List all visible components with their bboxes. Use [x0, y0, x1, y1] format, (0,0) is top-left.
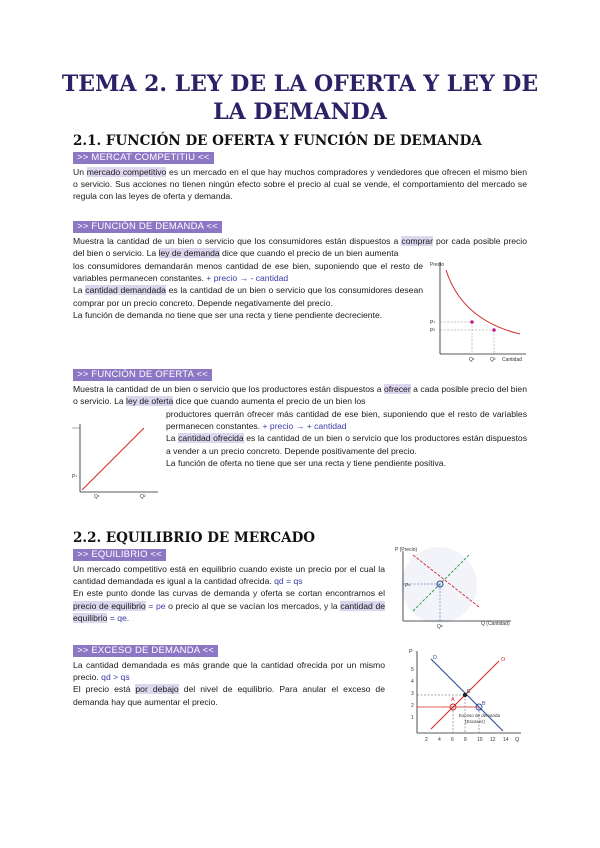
text: dice que cuando el precio de un bien aumenta — [219, 248, 399, 259]
text: La función de oferta no tiene que ser una recta y tiene pendiente positiva. — [166, 457, 446, 468]
highlight-ley-demanda: ley de demanda — [158, 248, 220, 259]
paragraph-oferta-intro — [73, 383, 527, 407]
text: a cada posible precio del bien o servicio. La — [73, 384, 527, 407]
demand-x-label: Cantidad — [502, 357, 523, 362]
paragraph-mercado-competitivo — [73, 166, 527, 203]
demand-point-2 — [492, 328, 496, 332]
banner-funcion-oferta: >> FUNCIÓN DE OFERTA << — [73, 369, 212, 381]
text: . — [126, 612, 130, 623]
demand-q1-label: Q¹ — [469, 357, 475, 362]
excess-y-tick-label: 2 — [411, 703, 414, 709]
paragraph-oferta-body — [166, 408, 527, 469]
equilibrium-graph — [393, 545, 528, 630]
text: o precio al que se vacían los mercados, y la — [165, 600, 341, 611]
rule-oferta: + precio → + cantidad — [260, 421, 347, 432]
equilibrium-qe-label: Qᵉ — [437, 624, 443, 630]
highlight-precio-equilibrio: precio de equilibrio — [73, 600, 146, 611]
excess-e-label: E — [467, 689, 471, 695]
rule-pe: = pe — [145, 600, 166, 611]
highlight-cantidad-demandada: cantidad demandada — [85, 285, 166, 296]
excess-b-label: B — [482, 701, 486, 707]
text: La función de demanda no tiene que ser una recta y tiene pendiente decreciente. — [73, 309, 383, 320]
title-line-1: TEMA 2. LEY DE LA OFERTA Y LEY DE — [61, 71, 539, 97]
demand-q2-label: Q² — [490, 357, 496, 362]
excess-note-line-1: Exceso de demanda — [459, 713, 501, 718]
excess-demand-graph — [403, 645, 528, 745]
highlight-por-debajo: por debajo — [135, 684, 179, 695]
excess-y-tick-label: 5 — [411, 667, 414, 673]
demand-curve-graph — [428, 258, 528, 362]
excess-x-tick-label: 4 — [438, 737, 441, 743]
equilibrium-y-label: P (Precio) — [395, 547, 418, 553]
demand-curve — [446, 270, 520, 334]
highlight-cantidad-ofrecida: cantidad ofrecida — [178, 433, 244, 444]
text: dice que cuando aumenta el precio de un bien los — [173, 396, 366, 407]
text: productores querrán ofrecer más cantidad de ese bien, suponiendo que el resto de variables permanecen constantes. — [166, 409, 527, 432]
supply-q2-label: Q² — [140, 494, 146, 500]
excess-x-tick-label: 6 — [451, 737, 454, 743]
section-heading-2-1: 2.1. FUNCIÓN DE OFERTA Y FUNCIÓN DE DEMANDA — [73, 133, 482, 149]
text: es la cantidad de un bien o servicio que los productores están dispuestos a vender a un precio concreto. Depende positivamente del precio. — [166, 433, 527, 456]
excess-y-ticks — [411, 667, 414, 721]
equilibrium-x-label: Q (Cantidad) — [481, 621, 510, 627]
text: En este punto donde las curvas de demanda y oferta se cortan encontramos el — [73, 588, 385, 599]
excess-o-label: O — [501, 657, 506, 663]
text: La cantidad demandada es más grande que la cantidad ofrecida por un mismo precio. — [73, 660, 385, 683]
text: Un mercado competitivo está en equilibrio cuando existe un precio por el cual la cantidad demandada es igual a la cantidad ofrecida. — [73, 564, 385, 587]
excess-d-label: D — [433, 655, 437, 661]
excess-y-tick-label: 1 — [411, 715, 414, 721]
highlight-ley-oferta: ley de oferta — [126, 396, 174, 407]
supply-curve — [82, 428, 144, 490]
excess-x-tick-label: 14 — [503, 737, 509, 743]
demand-y-label: Precio — [430, 262, 445, 268]
banner-equilibrio: >> EQUILIBRIO << — [73, 549, 166, 561]
excess-x-tick-label: 10 — [477, 737, 483, 743]
text: Un — [73, 167, 87, 177]
supply-q1-label: Q¹ — [94, 494, 100, 500]
supply-p1-label: P¹ — [72, 474, 77, 480]
text: por cada posible precio del bien o servicio. La — [73, 236, 527, 259]
text: La — [166, 433, 179, 444]
paragraph-exceso-demanda — [73, 659, 385, 708]
excess-note-line-2: (Escasez) — [465, 719, 486, 724]
highlight-cantidad-equilibrio: cantidad de equilibrio — [73, 600, 386, 623]
text: Muestra la cantidad de un bien o servicio que los productores están dispuestos a — [73, 384, 384, 394]
excess-x-tick-label: 2 — [425, 737, 428, 743]
demand-point-1 — [470, 320, 474, 324]
text: es la cantidad de un bien o servicio que los consumidores desean comprar por un precio concreto. Depende negativamente del precio. — [73, 285, 423, 308]
highlight-comprar: comprar — [401, 236, 433, 246]
paragraph-equilibrio — [73, 563, 385, 624]
document-title — [60, 70, 540, 126]
text: El precio está — [73, 684, 136, 695]
paragraph-demanda-intro — [73, 235, 527, 259]
supply-curve-graph — [70, 420, 160, 500]
rule-qd-qs: qd = qs — [271, 576, 303, 587]
excess-p-label: P — [409, 649, 413, 655]
text: los consumidores demandarán menos cantidad de ese bien, suponiendo que el resto de variables permanecen constantes. — [73, 261, 423, 284]
excess-q-label: Q — [515, 737, 520, 743]
excess-x-ticks — [425, 737, 509, 743]
banner-funcion-demanda: >> FUNCIÓN DE DEMANDA << — [73, 221, 222, 233]
banner-exceso-demanda: >> EXCESO DE DEMANDA << — [73, 645, 218, 657]
excess-y-tick-label: 3 — [411, 691, 414, 697]
rule-qe: = qe — [107, 612, 127, 623]
demand-p1-label: P¹ — [430, 320, 435, 326]
excess-x-tick-label: 12 — [490, 737, 496, 743]
rule-demanda: + precio → - cantidad — [203, 273, 289, 284]
section-heading-2-2: 2.2. EQUILIBRIO DE MERCADO — [73, 530, 316, 546]
excess-y-tick-label: 4 — [411, 679, 414, 685]
text: del nivel de equilibrio. Para anular el exceso de demanda hay que aumentar el precio. — [73, 684, 385, 707]
rule-qd-gt-qs: qd > qs — [98, 672, 130, 683]
title-line-2: LA DEMANDA — [213, 99, 387, 125]
highlight-ofrecer: ofrecer — [383, 384, 411, 394]
excess-a-label: A — [451, 697, 455, 703]
text: es un mercado en el que hay muchos compradores y vendedores que ofrecen el mismo bien o servicio. Sus acciones no tienen ningún efecto sobre el precio al cual se vende, el comportamiento del mercado se regula con las leyes de oferta y demanda. — [73, 167, 527, 202]
equilibrium-pe-label: Pᵉ — [405, 583, 411, 589]
excess-x-tick-label: 8 — [464, 737, 467, 743]
highlight-mercado-competitivo: mercado competitivo — [86, 167, 167, 177]
paragraph-demanda-body — [73, 260, 423, 321]
banner-mercat-competitiu: >> MERCAT COMPETITIU << — [73, 152, 214, 164]
text: Muestra la cantidad de un bien o servicio que los consumidores están dispuestos a — [73, 236, 402, 246]
demand-p2-label: P² — [430, 328, 435, 334]
text: La — [73, 285, 86, 296]
